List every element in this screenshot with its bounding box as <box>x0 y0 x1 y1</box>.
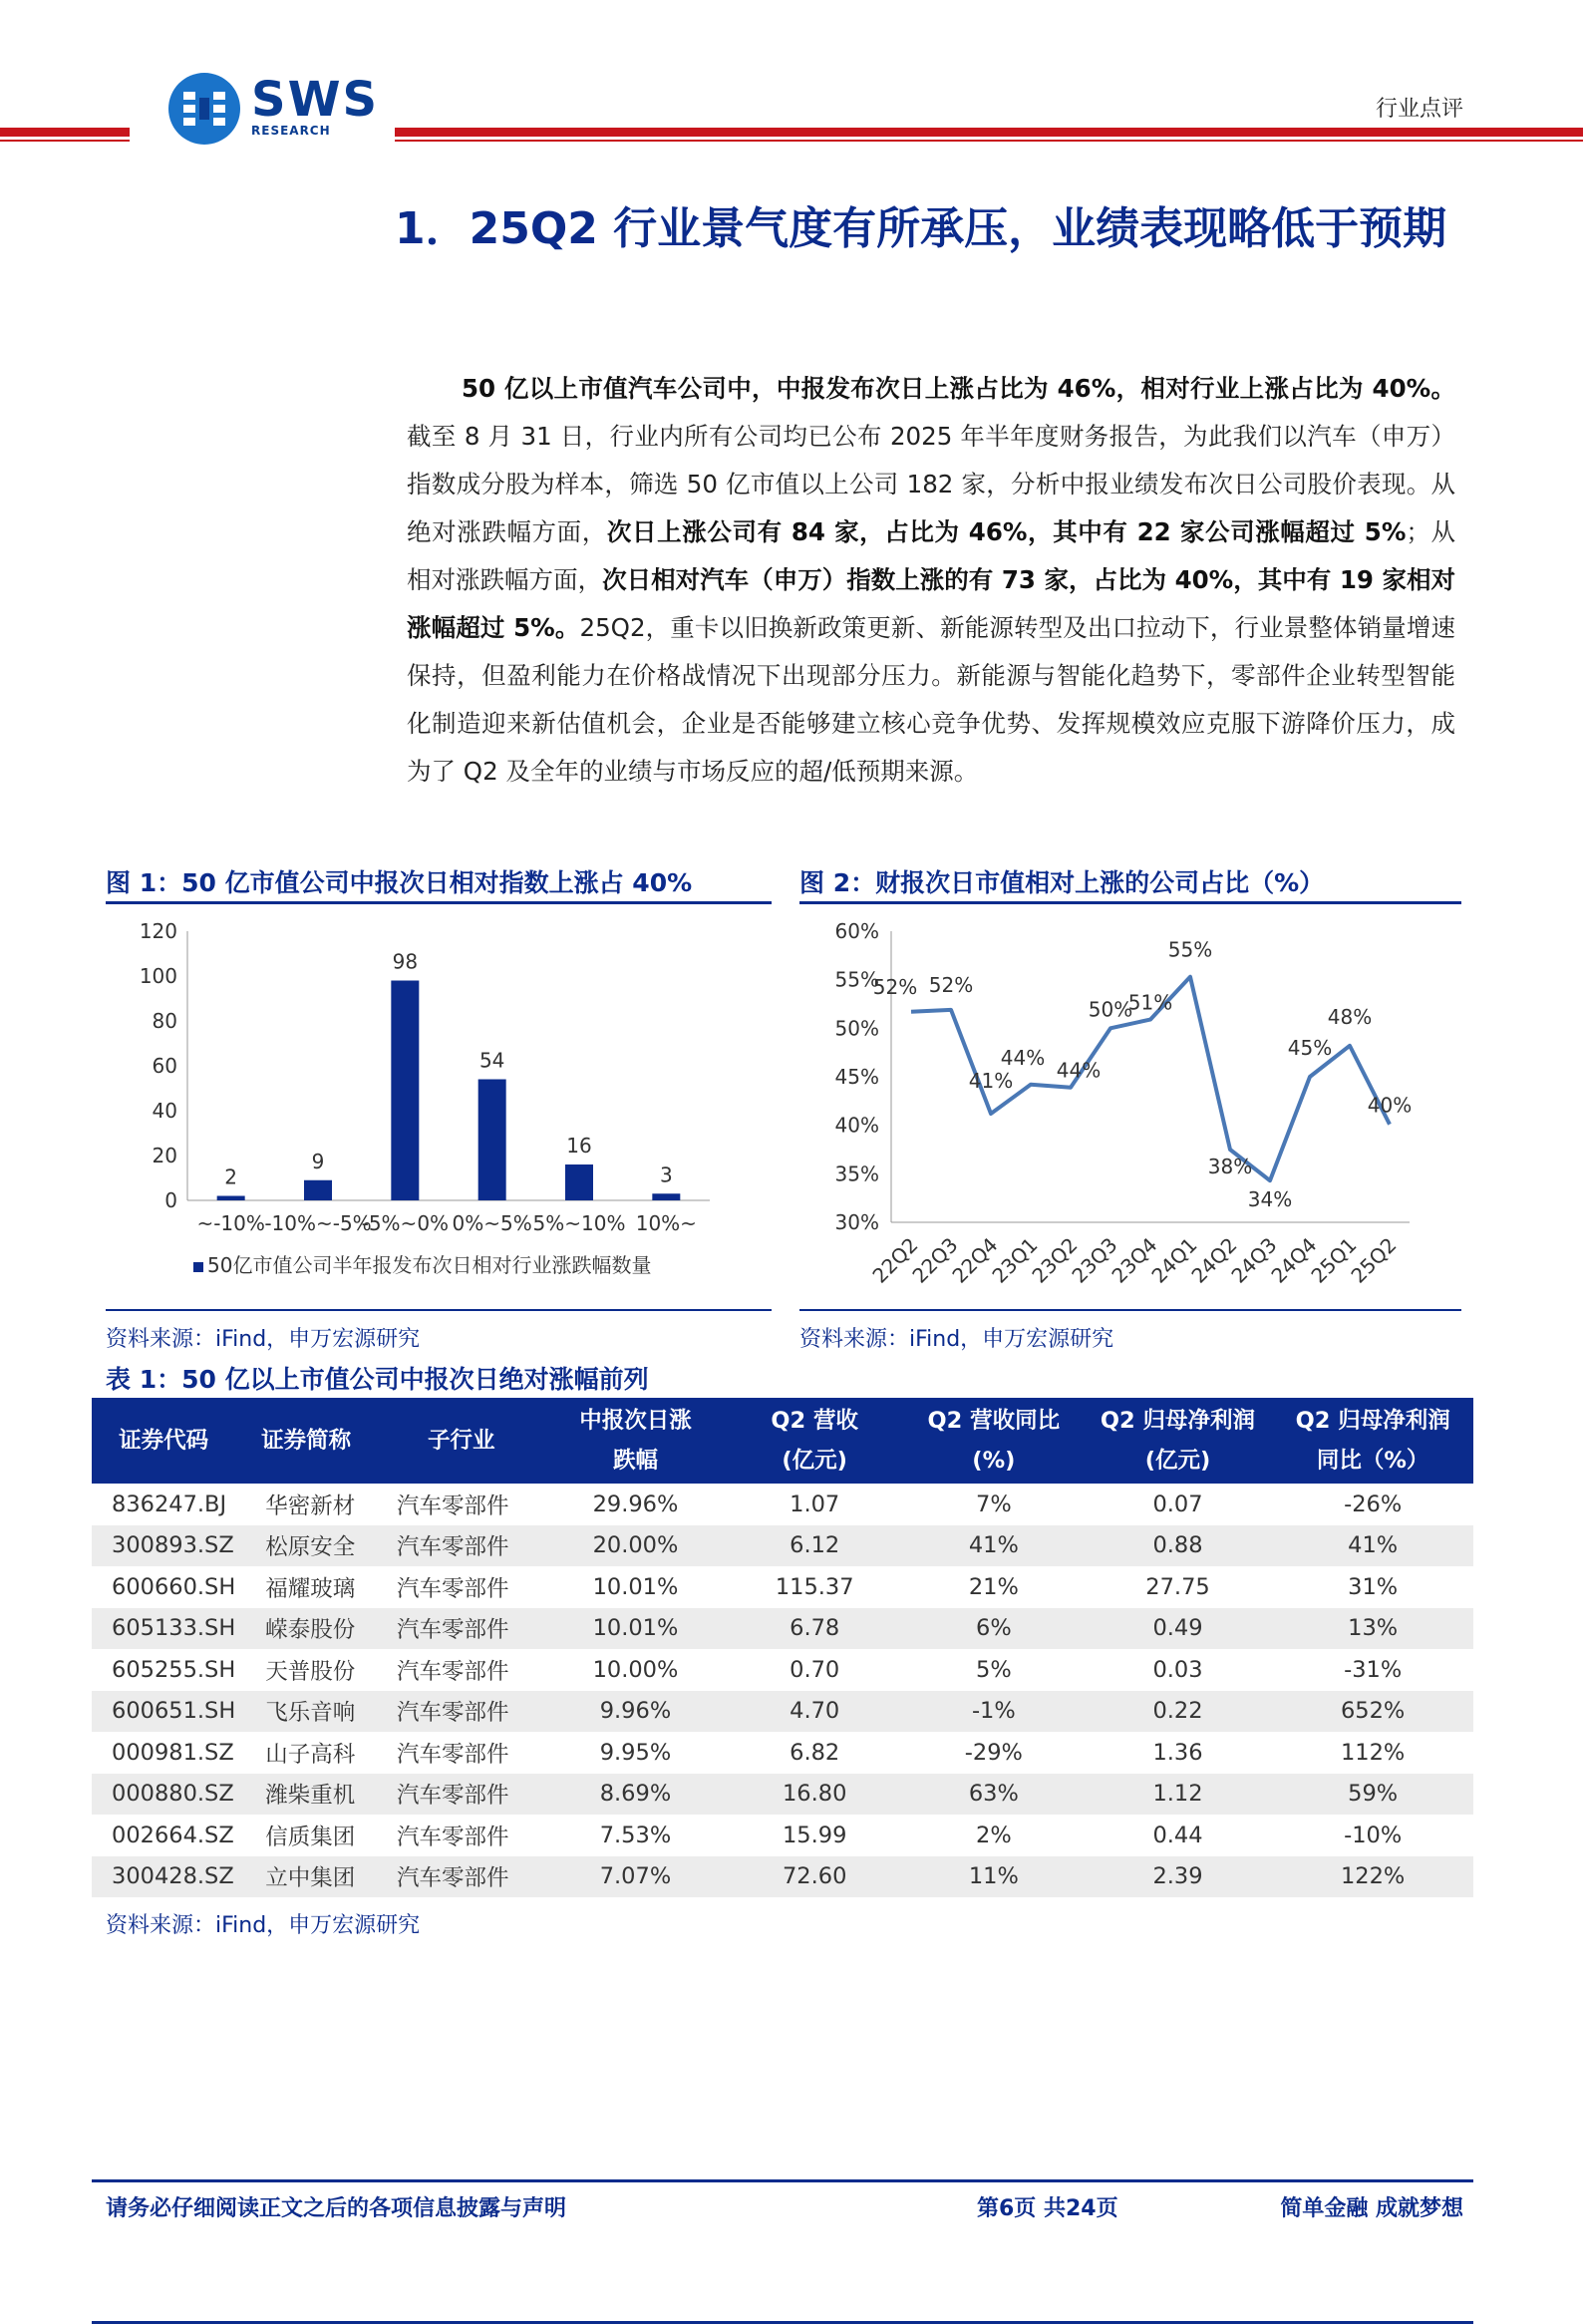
table-header-cell <box>1272 1398 1473 1484</box>
table-row <box>92 1608 1473 1650</box>
header-red-line-right <box>395 140 1583 142</box>
table-cell: 000981.SZ <box>112 1739 234 1766</box>
x-tick-label: 24Q4 <box>1266 1232 1322 1288</box>
bar <box>304 1180 332 1200</box>
para-text-2: 截至 8 月 31 日，行业内所有公司均已公布 2025 年半年度财务报告，为此我们以汽车（申万）指数成分股为样本，筛选 50 亿市值以上公司 182 家，分析中报业绩发布次日公司股价表现。从绝对涨跌幅方面， <box>407 422 1455 546</box>
para-bold-5: 次日相对汽车（申万）指数上涨的有 73 家，占比为 40%，其中有 19 家相对涨幅超过 5%。 <box>407 565 1455 642</box>
table-cell: 0.44 <box>1152 1822 1203 1848</box>
para-bold-1: 50 亿以上市值汽车公司中，中报发布次日上涨占比为 46%，相对行业上涨占比为 40%。 <box>462 374 1455 403</box>
table-cell: 华密新材 <box>265 1493 356 1519</box>
table-cell: 600660.SH <box>112 1573 236 1600</box>
figure1-source: 资料来源：iFind，申万宏源研究 <box>106 1327 421 1352</box>
table-cell: 29.96% <box>592 1491 679 1517</box>
point-data-label: 51% <box>1127 990 1173 1015</box>
table-row <box>92 1484 1473 1525</box>
table-cell: 115.37 <box>775 1573 854 1600</box>
table-header-cell <box>1084 1398 1273 1484</box>
table-cell: 13% <box>1272 1608 1473 1650</box>
para-bold-3: 次日上涨公司有 84 家，占比为 46%，其中有 22 家公司涨幅超过 5% <box>606 517 1407 546</box>
bar-data-label: 3 <box>659 1162 673 1187</box>
table-cell: 11% <box>904 1856 1084 1898</box>
table1-title: 表 1：50 亿以上市值公司中报次日绝对涨幅前列 <box>106 1365 649 1394</box>
y-tick-label: 80 <box>152 1009 177 1033</box>
x-tick-label: 23Q3 <box>1067 1232 1122 1288</box>
table-cell: 立中集团 <box>235 1856 377 1898</box>
point-data-label: 50% <box>1088 997 1133 1022</box>
x-tick-label: 25Q2 <box>1346 1232 1402 1288</box>
point-data-label: 40% <box>1367 1093 1413 1118</box>
table-row <box>92 1525 1473 1567</box>
header-text: Q2 归母净利润 <box>1100 1408 1256 1434</box>
table-cell: 飞乐音响 <box>235 1691 377 1733</box>
logo-text: SWS <box>251 72 380 128</box>
header-text: Q2 归母净利润 <box>1295 1408 1450 1434</box>
x-tick-label: 24Q3 <box>1226 1232 1282 1288</box>
table-cell: 0.49 <box>1084 1608 1273 1650</box>
table-cell: 汽车零部件 <box>396 1741 509 1768</box>
bar-data-label: 16 <box>566 1134 592 1158</box>
table-cell: 0.07 <box>1152 1491 1203 1517</box>
table-cell: 汽车零部件 <box>377 1608 546 1650</box>
table-cell: 潍柴重机 <box>235 1774 377 1816</box>
table-cell: 16.80 <box>725 1774 904 1816</box>
table-header-cell <box>235 1398 377 1484</box>
report-type-label: 行业点评 <box>1375 97 1463 122</box>
x-tick-label: -5%~0% <box>361 1211 450 1235</box>
figure1-bottom-rule <box>106 1309 772 1311</box>
bar-data-label: 98 <box>392 949 419 974</box>
table-cell: 27.75 <box>1145 1573 1210 1600</box>
table-cell: -26% <box>1344 1491 1403 1517</box>
table-cell: 天普股份 <box>265 1658 356 1685</box>
table-cell: 15.99 <box>782 1822 847 1848</box>
table-cell: 300428.SZ <box>92 1856 235 1898</box>
bar-data-label: 54 <box>478 1048 505 1073</box>
table-cell: 1.36 <box>1152 1739 1203 1766</box>
x-tick-label: 23Q1 <box>987 1232 1043 1288</box>
table-cell: 汽车零部件 <box>396 1493 509 1519</box>
point-data-label: 38% <box>1207 1155 1253 1178</box>
x-tick-label: 23Q2 <box>1027 1232 1083 1288</box>
figure2-title-rule <box>799 901 1461 904</box>
table-cell: -29% <box>964 1739 1023 1766</box>
table-cell: 000880.SZ <box>92 1774 235 1816</box>
table-cell: 7.53% <box>599 1822 672 1848</box>
header-red-line-left <box>0 140 130 142</box>
bar <box>217 1196 245 1201</box>
figure1-title-rule <box>106 901 772 904</box>
table-cell: 300893.SZ <box>92 1525 235 1567</box>
table-header-cell <box>92 1398 235 1484</box>
table-cell: 10.01% <box>592 1573 679 1600</box>
table-cell: 59% <box>1272 1774 1473 1816</box>
table-row <box>92 1649 1473 1691</box>
table-cell: 1.07 <box>790 1491 840 1517</box>
table-cell: 41% <box>1272 1525 1473 1567</box>
table-cell: 9.95% <box>599 1739 672 1766</box>
table-header-row <box>92 1398 1473 1484</box>
header-text: Q2 营收同比 <box>927 1408 1061 1434</box>
data-table <box>92 1398 1473 1897</box>
header-text: 同比（%） <box>1316 1448 1429 1474</box>
bar <box>478 1080 506 1201</box>
table-row <box>92 1774 1473 1816</box>
table-cell: 72.60 <box>725 1856 904 1898</box>
table-cell: 5% <box>976 1656 1012 1683</box>
table-cell: 836247.BJ <box>112 1491 227 1517</box>
table-row <box>92 1566 1473 1608</box>
table-cell: -10% <box>1344 1822 1403 1848</box>
table-cell: 9.96% <box>546 1691 726 1733</box>
table-header-cell <box>904 1398 1084 1484</box>
table-row <box>92 1856 1473 1898</box>
logo-subtext: RESEARCH <box>251 124 331 138</box>
y-tick-label: 50% <box>834 1016 879 1041</box>
table-cell: 汽车零部件 <box>377 1856 546 1898</box>
y-tick-label: 0 <box>164 1188 177 1212</box>
y-tick-label: 120 <box>139 919 177 943</box>
table-cell: 0.22 <box>1084 1691 1273 1733</box>
table-cell: 6.78 <box>725 1608 904 1650</box>
table-cell: -1% <box>904 1691 1084 1733</box>
section-heading: 1．25Q2 行业景气度有所承压，业绩表现略低于预期 <box>395 203 1447 254</box>
table-cell: 嵘泰股份 <box>235 1608 377 1650</box>
table-cell: 605255.SH <box>112 1656 236 1683</box>
point-data-label: 41% <box>968 1068 1014 1093</box>
table-row <box>92 1691 1473 1733</box>
table-cell: 1.12 <box>1084 1774 1273 1816</box>
header-text: 子行业 <box>428 1428 495 1454</box>
table-cell: 20.00% <box>546 1525 726 1567</box>
para-text-6: 25Q2，重卡以旧换新政策更新、新能源转型及出口拉动下，行业景整体销量增速保持，但盈利能力在价格战情况下出现部分压力。新能源与智能化趋势下，零部件企业转型智能化制造迎来新估值机会，企业是否能够建立核心竞争优势、发挥规模效应克服下游降价压力，成为了 Q2 及全年的业绩与市场反应的超/低预期来源。 <box>407 613 1456 786</box>
point-data-label: 48% <box>1327 1004 1373 1029</box>
table-cell: 汽车零部件 <box>396 1575 509 1602</box>
point-data-label: 52% <box>928 972 974 997</box>
bar-data-label: 2 <box>224 1164 238 1189</box>
table-cell: 松原安全 <box>235 1525 377 1567</box>
table-cell: 汽车零部件 <box>377 1774 546 1816</box>
footer-rule <box>92 2179 1473 2182</box>
header-text: 中报次日涨 <box>579 1408 692 1434</box>
header-text: (亿元) <box>782 1448 847 1474</box>
y-tick-label: 35% <box>834 1162 879 1186</box>
table-cell: 652% <box>1272 1691 1473 1733</box>
x-tick-label: -10%~-5% <box>264 1211 372 1235</box>
page-number: 第6页 共24页 <box>977 2196 1118 2221</box>
header-text: 证券简称 <box>261 1428 352 1454</box>
table-cell: 汽车零部件 <box>396 1658 509 1685</box>
footer-disclaimer: 请务必仔细阅读正文之后的各项信息披露与声明 <box>106 2196 567 2221</box>
x-tick-label: 10%~ <box>635 1211 697 1235</box>
figure2-source: 资料来源：iFind，申万宏源研究 <box>799 1327 1114 1352</box>
table-header-cell <box>377 1398 546 1484</box>
table-cell: 0.88 <box>1084 1525 1273 1567</box>
table-cell: 2.39 <box>1084 1856 1273 1898</box>
table-cell: 汽车零部件 <box>396 1824 509 1850</box>
table1-source: 资料来源：iFind，申万宏源研究 <box>106 1913 421 1938</box>
x-tick-label: 22Q4 <box>947 1232 1003 1288</box>
bar-data-label: 9 <box>311 1149 325 1173</box>
y-tick-label: 45% <box>834 1065 879 1089</box>
figure1-bar-chart <box>106 909 772 1308</box>
legend-label: 50亿市值公司半年报发布次日相对行业涨跌幅数量 <box>207 1253 652 1277</box>
bar <box>391 981 419 1201</box>
header-text: 证券代码 <box>119 1428 209 1454</box>
table-header-cell <box>725 1398 904 1484</box>
y-tick-label: 55% <box>834 967 879 992</box>
table-cell: 002664.SZ <box>112 1822 234 1848</box>
x-tick-label: 24Q1 <box>1146 1232 1202 1288</box>
point-data-label: 44% <box>1000 1045 1046 1070</box>
figure2-bottom-rule <box>799 1309 1461 1311</box>
table-cell: 10.00% <box>592 1656 679 1683</box>
table-cell: 7% <box>976 1491 1012 1517</box>
y-tick-label: 100 <box>139 964 177 988</box>
table-cell: 41% <box>904 1525 1084 1567</box>
x-tick-label: ~-10% <box>196 1211 265 1235</box>
table-cell: 6.82 <box>790 1739 840 1766</box>
table-cell: 21% <box>968 1573 1019 1600</box>
table-cell: 112% <box>1340 1739 1406 1766</box>
y-tick-label: 40% <box>834 1113 879 1138</box>
table-cell: 汽车零部件 <box>377 1525 546 1567</box>
y-tick-label: 60% <box>834 919 879 943</box>
header-red-bar-left <box>0 128 130 137</box>
figure1-title: 图 1：50 亿市值公司中报次日相对指数上涨占 40% <box>106 868 693 897</box>
x-tick-label: 22Q2 <box>867 1232 923 1288</box>
figure2-line-chart <box>799 909 1461 1308</box>
point-data-label: 44% <box>1056 1058 1102 1083</box>
bar <box>565 1164 593 1200</box>
table-cell: 7.07% <box>546 1856 726 1898</box>
table-cell: 63% <box>904 1774 1084 1816</box>
table-cell: 0.03 <box>1152 1656 1203 1683</box>
sws-logo-icon <box>165 70 243 148</box>
table-header-cell <box>546 1398 726 1484</box>
table-cell: 8.69% <box>546 1774 726 1816</box>
x-tick-label: 24Q2 <box>1186 1232 1242 1288</box>
x-tick-label: 0%~5% <box>452 1211 532 1235</box>
table-cell: 福耀玻璃 <box>265 1575 356 1602</box>
figure2-title: 图 2：财报次日市值相对上涨的公司占比（%） <box>799 868 1325 897</box>
table-row <box>92 1815 1473 1856</box>
point-data-label: 34% <box>1247 1187 1293 1212</box>
point-data-label: 45% <box>1287 1036 1333 1060</box>
x-tick-label: 23Q4 <box>1107 1232 1162 1288</box>
y-tick-label: 30% <box>834 1210 879 1234</box>
x-tick-label: 22Q3 <box>907 1232 963 1288</box>
y-tick-label: 40 <box>152 1099 177 1123</box>
table-cell: 600651.SH <box>92 1691 235 1733</box>
table-cell: 信质集团 <box>265 1824 356 1850</box>
table-row <box>92 1732 1473 1774</box>
table-cell: 0.70 <box>790 1656 840 1683</box>
x-tick-label: 25Q1 <box>1306 1232 1362 1288</box>
header-text: (%) <box>972 1448 1016 1474</box>
table-cell: 6.12 <box>725 1525 904 1567</box>
y-tick-label: 20 <box>152 1144 177 1167</box>
body-paragraph <box>407 365 1455 796</box>
legend-swatch <box>193 1262 203 1272</box>
y-tick-label: 60 <box>152 1054 177 1078</box>
table-cell: 山子高科 <box>265 1741 356 1768</box>
point-data-label: 52% <box>872 974 918 999</box>
header-text: (亿元) <box>1144 1448 1211 1474</box>
header-text: 跌幅 <box>612 1448 658 1474</box>
table-cell: 605133.SH <box>92 1608 235 1650</box>
x-tick-label: 5%~10% <box>532 1211 626 1235</box>
table-cell: 4.70 <box>725 1691 904 1733</box>
table-cell: 6% <box>904 1608 1084 1650</box>
header-text: Q2 营收 <box>771 1408 858 1434</box>
table-cell: 汽车零部件 <box>377 1691 546 1733</box>
table-cell: 10.01% <box>546 1608 726 1650</box>
para-text-4: ；从相对涨跌幅方面， <box>407 517 1456 594</box>
header-red-bar-right <box>395 128 1583 137</box>
footer-slogan: 简单金融 成就梦想 <box>1280 2196 1463 2221</box>
bar <box>652 1193 680 1200</box>
table-cell: -31% <box>1344 1656 1403 1683</box>
table-cell: 31% <box>1348 1573 1399 1600</box>
point-data-label: 55% <box>1167 937 1213 962</box>
table-cell: 2% <box>976 1822 1012 1848</box>
table-cell: 122% <box>1272 1856 1473 1898</box>
